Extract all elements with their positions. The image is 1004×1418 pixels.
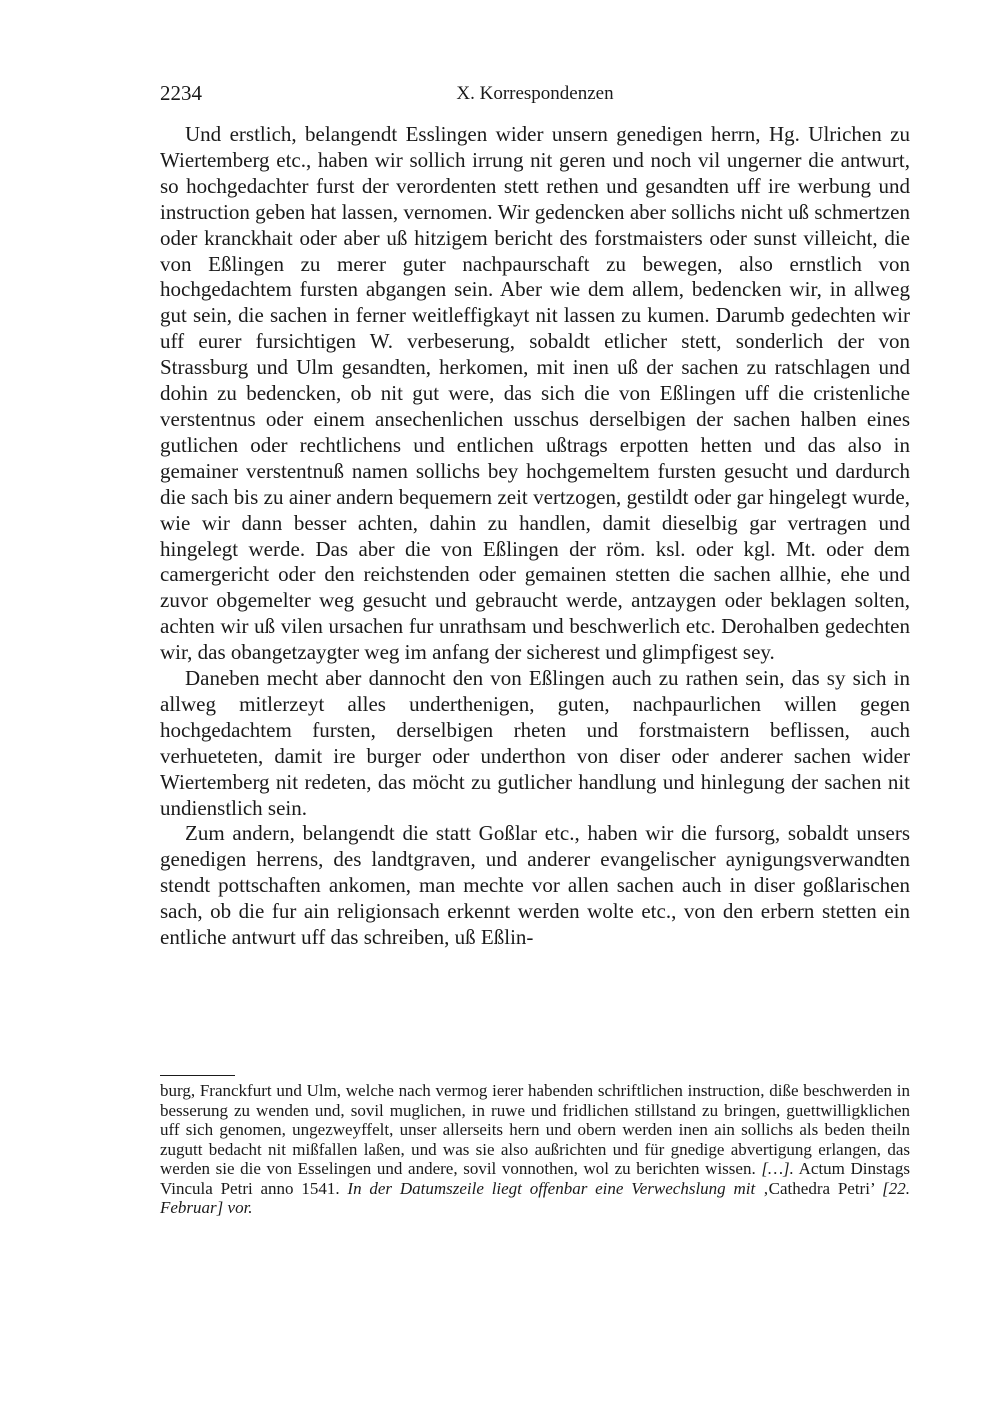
footnote-date-note: [22. Februar] vor.: [160, 1178, 911, 1217]
footnote-editorial-note: In der Datumszeile liegt offenbar eine Verwechslung mit: [347, 1178, 756, 1198]
page-number: 2234: [160, 81, 202, 105]
footnote-omission-mark: […].: [761, 1159, 794, 1178]
footnote-main-text: burg, Franckfurt und Ulm, welche nach vermog ierer habenden schriftlichen instruction, diße beschwerden in besserung zu wenden und, sovil muglichen, in ruwe und fridlichen stillstand zu bringen, guettwilligklichen uff sich genomen, ungezweyffelt, unser allerseits hern und obern werden inen ain sollichs als beden theiln zugutt bedacht nit mißfallen laßen, und was sie also außrichten und für gnedige abvertigung erlangen, das werden sie die von Esselingen und andere, sovil vonnothen, wol zu berichten wissen.: [160, 1081, 910, 1178]
paragraph-daneben: Daneben mecht aber dannocht den von Eßlingen auch zu rathen sein, das sy sich in allweg mitlerzeyt alles underthenigen, guten, nachpaurlichen willen gegen hochgedachtem fursten, derselbigen rheten und forstmaistern beflissen, auch verhueteten, damit ire burger oder underthon von diser oder anderer sachen wider Wiertemberg nit redeten, das möcht zu gutlicher handlung und hinlegung der sachen nit undienstlich sein.: [160, 666, 910, 820]
paragraph-goslar: Zum andern, belangendt die statt Goßlar etc., haben wir die fursorg, sobaldt unsers genedigen herrens, des landtgraven, und anderer evangelischer aynigungsverwandten stendt pottschaften ankomen, man mechte vor allen sachen auch in diser goßlarischen sach, ob die fur ain religionsach erkennt werden wolte etc., von den erbern stetten ein entliche antwurt uff das schreiben, uß Eßlin-: [160, 821, 910, 950]
paragraph-esslingen: Und erstlich, belangendt Esslingen wider unsern genedigen herrn, Hg. Ulrichen zu Wiertemberg etc., haben wir sollich irrung nit geren und noch vil ungerner die antwurt, so hochgedachter furst der verordenten stett rethen und gesandten uff ire werbung und instruction geben hat lassen, vernomen. Wir gedencken aber sollichs nicht uß schmertzen oder kranckhait oder aber uß hitzigem bericht des forstmaisters oder sunst villeicht, die von Eßlingen zu merer guter nachpaurschaft zu bewegen, also ernstlich von hochgedachtem fursten abgangen sein. Aber wie dem allem, bedencken wir, in allweg gut sein, die sachen in ferner weitleffigkayt nit lassen zu kumen. Darumb gedechten wir uff eurer fursichtigen W. verbeserung, sobaldt etlicher stett, sonderlich der von Strassburg und Ulm gesandten, herkomen, mit inen uß der sachen zu ratschlagen und dohin zu bedencken, ob nit gut were, das sich die von Eßlingen uff die cristenliche verstentnus oder einem ansechenlichen usschus derselbigen der sachen halben eines gutlichen oder rechtlichens und entlichen ußtrags erpotten hetten und das also in gemainer verstentnuß namen sollichs bey hochgemeltem fursten gesucht und dardurch die sach bis zu ainer andern bequemern zeit vertzogen, gestildt oder gar hingelegt wurde, wie wir dann besser achten, dahin zu handlen, damit dieselbig gar vertragen und hingelegt werde. Das aber die von Eßlingen der röm. ksl. oder kgl. Mt. oder dem camergericht oder den reichstenden oder gemainen stetten die sachen allhie, ehe und zuvor obgemelter weg gesucht und gebraucht werde, antzaygen oder beklagen solten, achten wir uß vilen ursachen fur unrathsam und beschwerlich etc. Derohalben gedechten wir, das obangetzaygter weg im anfang der sicherest und glimpfigest sey.: [160, 122, 910, 665]
footnote-dating-line: Actum Dinstags Vincula Petri anno 1541.: [160, 1159, 911, 1198]
footnote-quoted-term: ‚Cathedra Petri’: [763, 1178, 875, 1198]
footnote-divider: [160, 1075, 235, 1076]
main-text: [160, 122, 910, 951]
running-title: X. Korrespondenzen: [456, 83, 614, 104]
footnote: [160, 1081, 910, 1218]
